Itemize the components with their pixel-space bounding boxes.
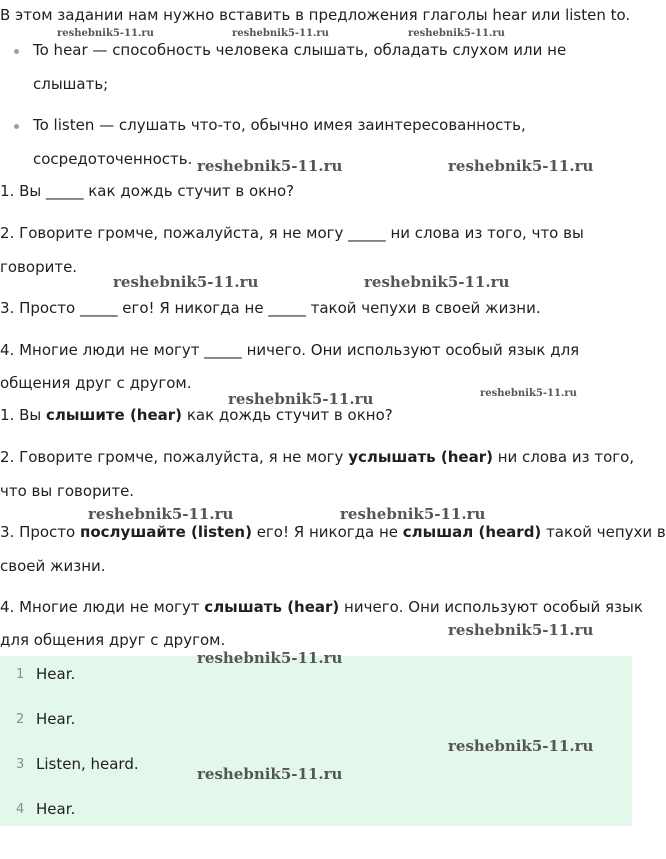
watermark: reshebnik5-11.ru bbox=[228, 390, 374, 408]
definition-hear-line1: To hear — способность человека слышать, обладать слухом или не bbox=[33, 41, 567, 59]
answer-2-number: 2 bbox=[16, 712, 25, 727]
task-4-line2: общения друг с другом. bbox=[0, 374, 192, 392]
watermark: reshebnik5-11.ru bbox=[480, 388, 577, 399]
watermark: reshebnik5-11.ru bbox=[113, 273, 259, 291]
solution-4-line2: для общения друг с другом. bbox=[0, 631, 226, 649]
watermark: reshebnik5-11.ru bbox=[197, 649, 343, 667]
task-1: 1. Вы _____ как дождь стучит в окно? bbox=[0, 182, 295, 200]
solution-2-answer: услышать (hear) bbox=[348, 448, 493, 466]
solution-1: 1. Вы слышите (hear) как дождь стучит в окно? bbox=[0, 406, 393, 424]
bullet-dot bbox=[14, 124, 19, 129]
watermark: reshebnik5-11.ru bbox=[408, 28, 505, 39]
task-2-line2: говорите. bbox=[0, 258, 78, 276]
answer-3-number: 3 bbox=[16, 757, 25, 772]
watermark: reshebnik5-11.ru bbox=[448, 621, 594, 639]
solution-4: 4. Многие люди не могут слышать (hear) ничего. Они используют особый язык bbox=[0, 598, 643, 616]
solution-3-answer-1: послушайте (listen) bbox=[80, 523, 252, 541]
answer-1-number: 1 bbox=[16, 667, 25, 682]
solution-3-answer-2: слышал (heard) bbox=[402, 523, 542, 541]
solution-3: 3. Просто послушайте (listen) его! Я никогда не слышал (heard) такой чепухи в bbox=[0, 523, 666, 541]
solution-3-line2: своей жизни. bbox=[0, 557, 106, 575]
task-4-line1: 4. Многие люди не могут _____ ничего. Они используют особый язык для bbox=[0, 341, 580, 359]
watermark: reshebnik5-11.ru bbox=[232, 28, 329, 39]
definition-listen-line1: To listen — слушать что-то, обычно имея заинтересованность, bbox=[33, 116, 526, 134]
watermark: reshebnik5-11.ru bbox=[197, 157, 343, 175]
watermark: reshebnik5-11.ru bbox=[448, 157, 594, 175]
watermark: reshebnik5-11.ru bbox=[448, 737, 594, 755]
intro-text: В этом задании нам нужно вставить в предложения глаголы hear или listen to. bbox=[0, 6, 631, 24]
definition-hear-line2: слышать; bbox=[33, 75, 109, 93]
answer-4-number: 4 bbox=[16, 802, 25, 817]
solution-1-answer: слышите (hear) bbox=[45, 406, 183, 424]
task-3: 3. Просто _____ его! Я никогда не _____ такой чепухи в своей жизни. bbox=[0, 299, 541, 317]
definition-listen-line2: сосредоточенность. bbox=[33, 150, 193, 168]
answer-3-text: Listen, heard. bbox=[36, 755, 139, 773]
solution-2: 2. Говорите громче, пожалуйста, я не могу услышать (hear) ни слова из того, bbox=[0, 448, 635, 466]
watermark: reshebnik5-11.ru bbox=[57, 28, 154, 39]
answer-2-text: Hear. bbox=[36, 710, 76, 728]
watermark: reshebnik5-11.ru bbox=[340, 505, 486, 523]
watermark: reshebnik5-11.ru bbox=[197, 765, 343, 783]
answer-4-text: Hear. bbox=[36, 800, 76, 818]
answer-1-text: Hear. bbox=[36, 665, 76, 683]
solution-2-line2: что вы говорите. bbox=[0, 482, 135, 500]
task-2-line1: 2. Говорите громче, пожалуйста, я не могу _____ ни слова из того, что вы bbox=[0, 224, 584, 242]
bullet-dot bbox=[14, 49, 19, 54]
watermark: reshebnik5-11.ru bbox=[364, 273, 510, 291]
watermark: reshebnik5-11.ru bbox=[88, 505, 234, 523]
solution-4-answer: слышать (hear) bbox=[204, 598, 340, 616]
